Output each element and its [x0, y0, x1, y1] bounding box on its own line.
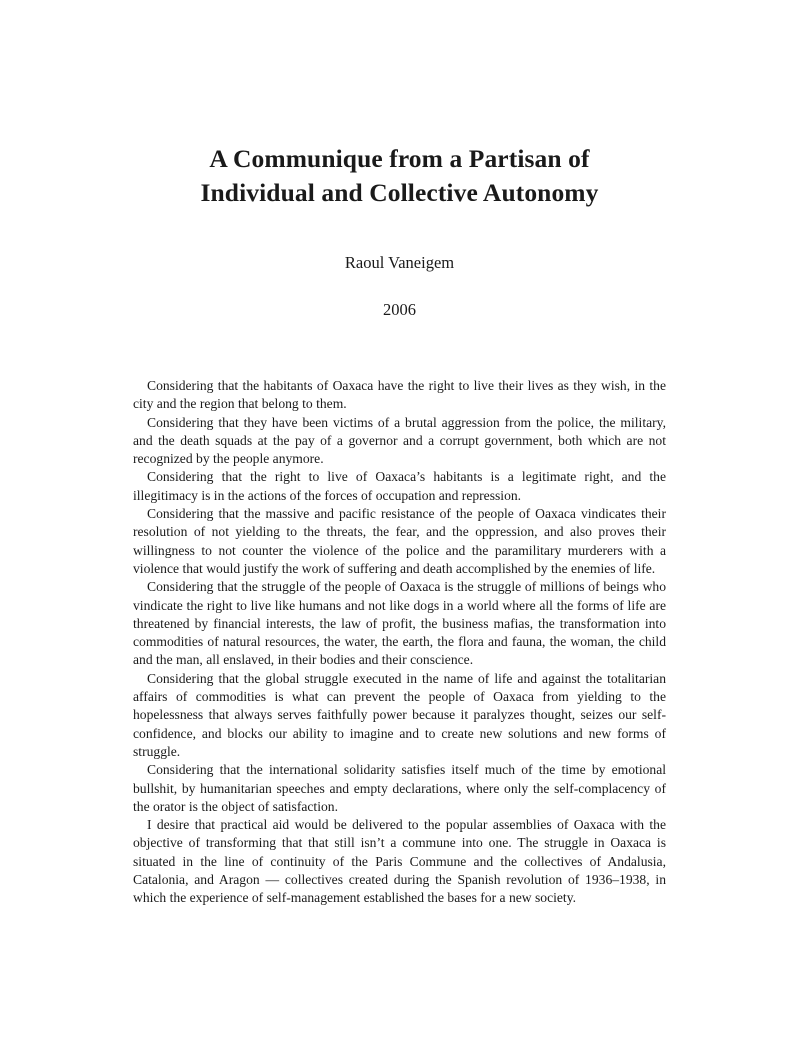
- document-title: [0, 142, 799, 210]
- body-paragraph: Considering that the global struggle executed in the name of life and against the totalitarian affairs of commodities is what can prevent the people of Oaxaca from yielding to the hopelessness that always serves faithfully power because it paralyzes thought, seizes our self-confidence, and blocks our ability to imagine and to create new solutions and new forms of struggle.: [133, 670, 666, 759]
- title-line-2: Individual and Collective Autonomy: [200, 178, 599, 207]
- title-line-1: A Communique from a Partisan of: [209, 144, 590, 173]
- body-paragraph: Considering that the habitants of Oaxaca have the right to live their lives as they wish, in the city and the region that belong to them.: [133, 378, 666, 412]
- body-paragraph: Considering that the right to live of Oaxaca’s habitants is a legitimate right, and the illegitimacy is in the actions of the forces of occupation and repression.: [133, 469, 666, 503]
- body-paragraph: Considering that the international solidarity satisfies itself much of the time by emotional bullshit, by humanitarian speeches and empty declarations, where only the self-complacency of the orator is the object of satisfaction.: [133, 762, 666, 814]
- body-paragraph: Considering that they have been victims of a brutal aggression from the police, the military, and the death squads at the pay of a governor and a corrupt government, both which are not recognized by the people anymore.: [133, 414, 666, 467]
- document-body: [133, 377, 666, 908]
- body-paragraph: Considering that the struggle of the people of Oaxaca is the struggle of millions of beings who vindicate the right to live like humans and not like dogs in a world where all the forms of life are threatened by financial interests, the law of profit, the business mafias, the transformation into commodities of natural resources, the water, the earth, the flora and fauna, the woman, the child and the man, all enslaved, in their bodies and their conscience.: [133, 579, 666, 668]
- author-name: Raoul Vaneigem: [344, 253, 455, 272]
- body-paragraph: I desire that practical aid would be delivered to the popular assemblies of Oaxaca with the objective of transforming that that still isn’t a commune into one. The struggle in Oaxaca is situated in the line of continuity of the Paris Commune and the collectives of Andalusia, Catalonia, and Aragon — collectives created during the Spanish revolution of 1936–1938, in which the experience of self-management established the bases for a new society.: [133, 817, 666, 906]
- body-paragraph: Considering that the massive and pacific resistance of the people of Oaxaca vindicates their resolution of not yielding to the threats, the fear, and the oppression, and also proves their willingness to not counter the violence of the police and the paramilitary murderers with a violence that would justify the work of suffering and death accomplished by the enemies of life.: [133, 506, 666, 576]
- publication-year: 2006: [383, 300, 416, 319]
